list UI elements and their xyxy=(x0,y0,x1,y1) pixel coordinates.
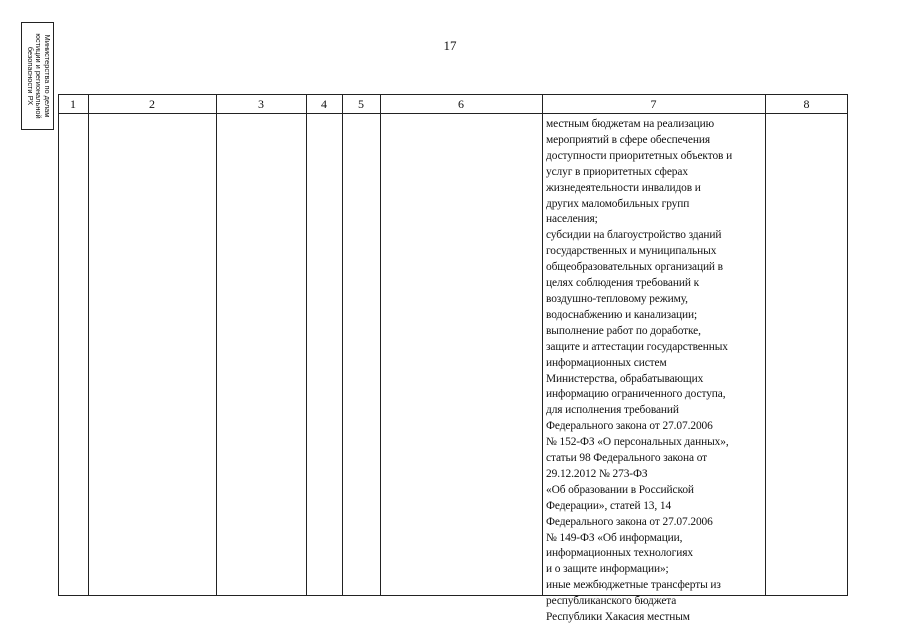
cell-text-line: информационных технологиях xyxy=(546,547,693,560)
page-number: 17 xyxy=(443,38,457,53)
cell-text-line: статьи 98 Федерального закона от xyxy=(546,452,708,465)
cell-text-line: защите и аттестации государственных xyxy=(546,340,728,353)
data-table xyxy=(58,94,848,624)
cell-text-line: общеобразовательных организаций в xyxy=(546,261,723,274)
cell-text-line: информационных систем xyxy=(546,356,667,369)
cell-text-line: № 149-ФЗ «Об информации, xyxy=(546,531,683,544)
cell-text-line: Федерации», статей 13, 14 xyxy=(546,499,672,512)
stamp-text xyxy=(25,24,51,128)
column-header-3: 3 xyxy=(258,97,264,111)
cell-text-line: Республики Хакасия местным xyxy=(546,611,690,624)
column-header-8: 8 xyxy=(803,97,810,111)
cell-text-line: местным бюджетам на реализацию xyxy=(546,118,714,130)
registration-stamp xyxy=(21,22,54,130)
cell-text-line: целях соблюдения требований к xyxy=(546,277,700,290)
column-header-1: 1 xyxy=(70,97,76,111)
cell-text-line: и о защите информации»; xyxy=(546,563,669,576)
cell-text-line: субсидии на благоустройство зданий xyxy=(546,229,722,242)
cell-text-line: 29.12.2012 № 273-ФЗ xyxy=(546,467,648,480)
cell-text-line: выполнение работ по доработке, xyxy=(546,324,701,337)
cell-text-line: республиканского бюджета xyxy=(546,595,677,608)
cell-text-line: государственных и муниципальных xyxy=(546,245,717,258)
cell-text-line: иные межбюджетные трансферты из xyxy=(546,579,721,592)
cell-text-line: жизнедеятельности инвалидов и xyxy=(546,181,701,194)
cell-text-line: услуг в приоритетных сферах xyxy=(546,165,688,178)
cell-text-line: для исполнения требований xyxy=(546,404,679,417)
stamp-line: юстиции и региональной xyxy=(33,33,43,119)
column-header-7: 7 xyxy=(650,97,657,111)
stamp-line: безопасности РХ xyxy=(25,46,35,106)
cell-text-line: Министерства, обрабатывающих xyxy=(546,372,704,385)
stamp-line: Министерства по делам xyxy=(42,34,52,118)
cell-text-line: № 152-ФЗ «О персональных данных», xyxy=(546,436,729,449)
cell-text-line: информацию ограниченного доступа, xyxy=(546,388,726,401)
column-header-4: 4 xyxy=(321,97,327,111)
column-header-5: 5 xyxy=(358,97,364,111)
cell-text-line: водоснабжению и канализации; xyxy=(546,308,698,321)
cell-text-line: мероприятий в сфере обеспечения xyxy=(546,133,710,146)
cell-text-line: доступности приоритетных объектов и xyxy=(546,149,733,162)
cell-text-line: населения; xyxy=(546,213,598,226)
cell-text-line: Федерального закона от 27.07.2006 xyxy=(546,515,713,528)
cell-text-line: «Об образовании в Российской xyxy=(546,483,694,496)
cell-text-line: воздушно-тепловому режиму, xyxy=(546,292,688,305)
cell-text-line: Федерального закона от 27.07.2006 xyxy=(546,420,713,433)
column-header-6: 6 xyxy=(458,97,464,111)
cell-text-line: других маломобильных групп xyxy=(546,197,690,210)
column-header-2: 2 xyxy=(149,97,155,111)
column-7-cell xyxy=(546,117,766,626)
